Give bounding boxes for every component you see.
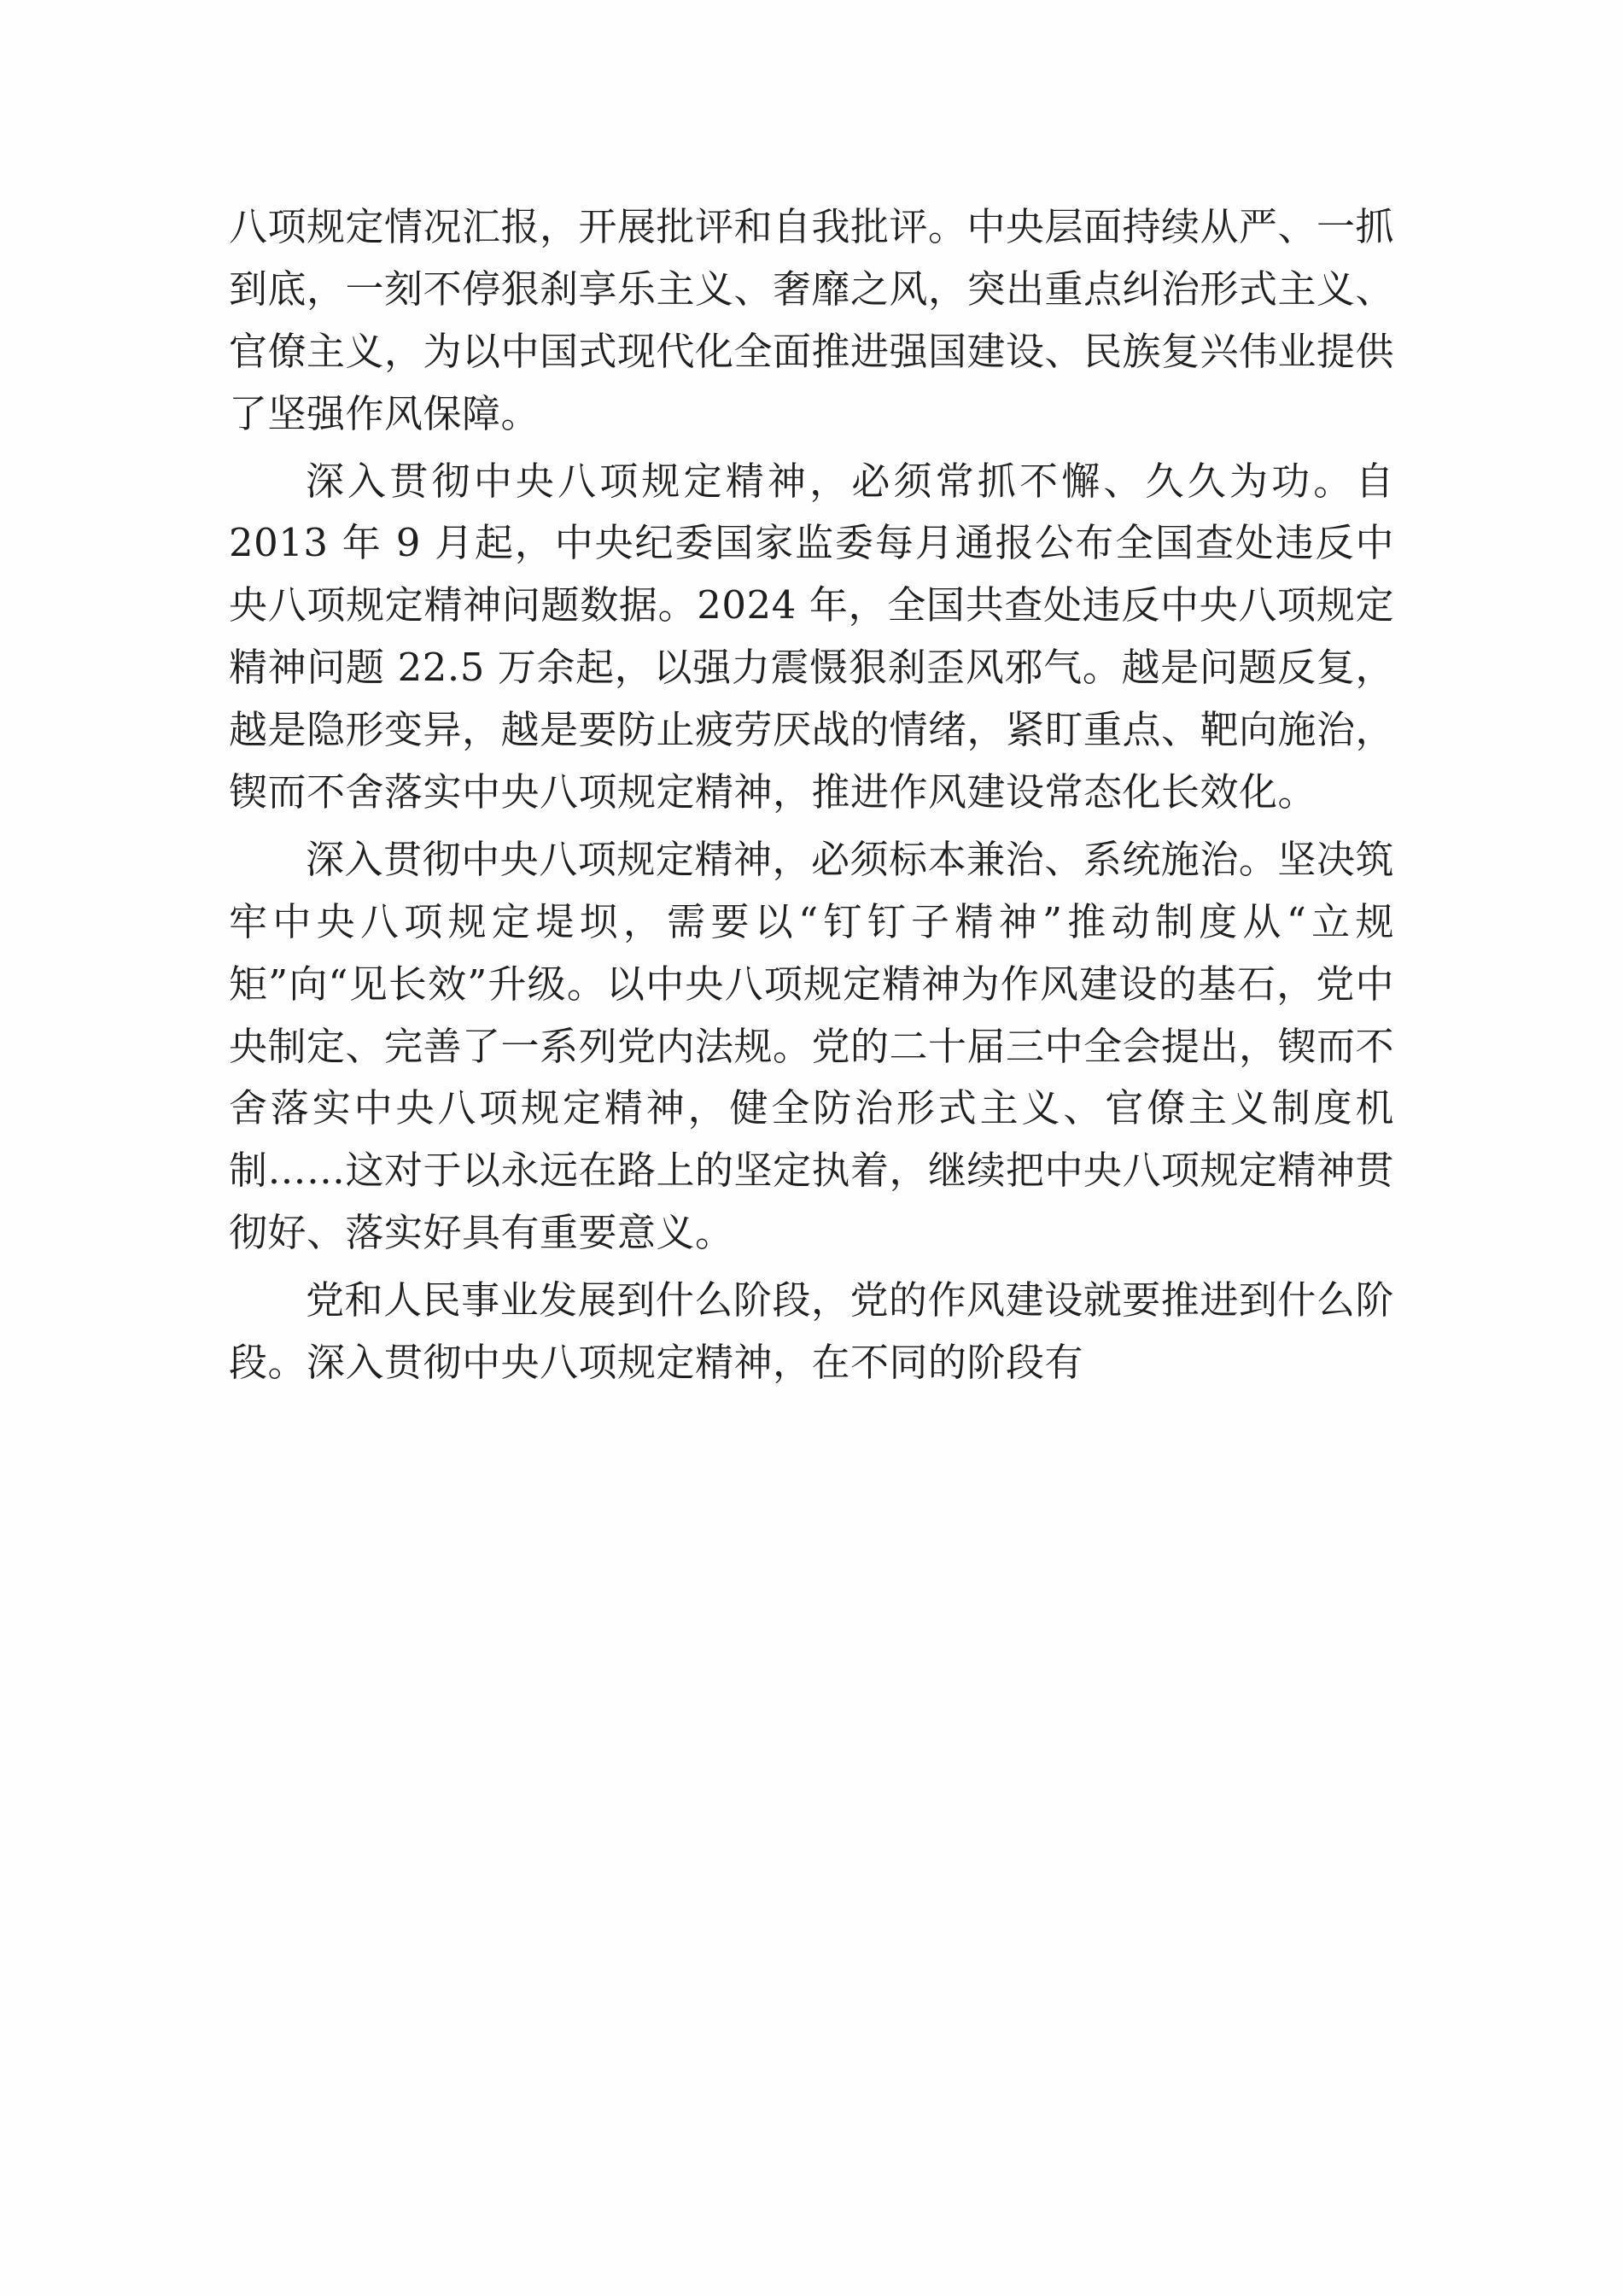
paragraph-4: 党和人民事业发展到什么阶段，党的作风建设就要推进到什么阶段。深入贯彻中央八项规定精神，在不同的阶段有 — [229, 1277, 1394, 1386]
document-body — [229, 196, 1394, 1394]
paragraph-3: 深入贯彻中央八项规定精神，必须标本兼治、系统施治。坚决筑牢中央八项规定堤坝，需要以“钉钉子精神”推动制度从“立规矩”向“见长效”升级。以中央八项规定精神为作风建设的基石，党中央制定、完善了一系列党内法规。党的二十届三中全会提出，锲而不舍落实中央八项规定精神，健全防治形式主义、官僚主义制度机制……这对于以永远在路上的坚定执着，继续把中央八项规定精神贯彻好、落实好具有重要意义。 — [229, 836, 1395, 1256]
paragraph-2: 深入贯彻中央八项规定精神，必须常抓不懈、久久为功。自 2013 年 9 月起，中央纪委国家监委每月通报公布全国查处违反中央八项规定精神问题数据。2024 年，全国共查处违反中央八项规定精神问题 22.5 万余起，以强力震慑狠刹歪风邪气。越是问题反复，越是隐形变异，越是要防止疲劳厌战的情绪，紧盯重点、靶向施治，锲而不舍落实中央八项规定精神，推进作风建设常态化长效化。 — [229, 458, 1395, 815]
paragraph-1: 八项规定情况汇报，开展批评和自我批评。中央层面持续从严、一抓到底，一刻不停狠刹享乐主义、奢靡之风，突出重点纠治形式主义、官僚主义，为以中国式现代化全面推进强国建设、民族复兴伟业提供了坚强作风保障。 — [229, 204, 1395, 436]
